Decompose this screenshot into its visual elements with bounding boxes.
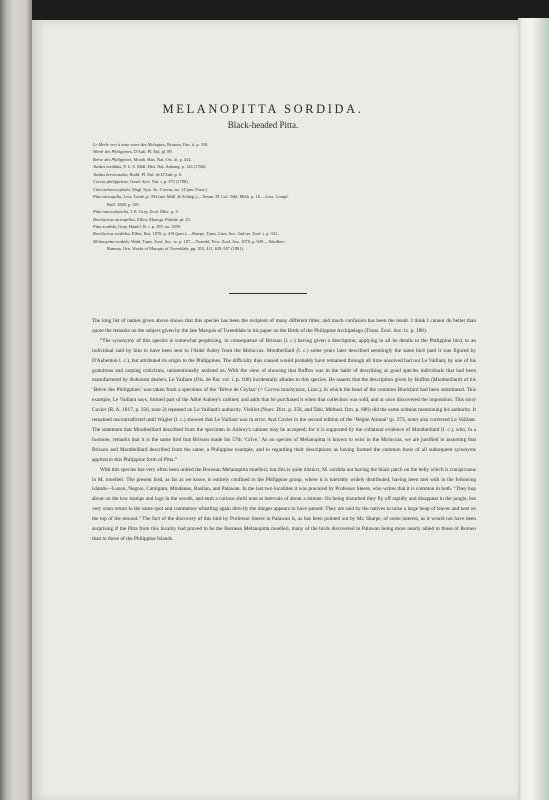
synonym-reference: Wald. Trans. Zool. Soc. ix. p. 187.—Tweedd. Proc. Zool. Soc. 1878, p. 949.—Wardlaw- — [130, 238, 286, 244]
synonym-entry — [93, 216, 473, 223]
section-divider — [229, 293, 307, 294]
synonym-name: Pitta sordida, — [93, 223, 117, 229]
synonym-reference: Elliot, Monogr. Pittidæ, pl. 23. — [137, 216, 191, 222]
synonym-reference: Gmel. Syst. Nat. i. p. 373 (1788). — [130, 179, 189, 185]
synonym-reference: Elliot, Ibis, 1870, p. 419 (part.).—Sharpe, Trans. Linn. Soc. 2nd ser. Zool. i. p. 331. — [131, 231, 279, 237]
synonymy-list — [93, 141, 473, 253]
synonym-reference: Gray, Hand-l. B. i. p. 295, no. 4359. — [118, 223, 182, 229]
synonym-entry — [93, 163, 473, 170]
synonym-name: Citta melanocephala, — [93, 186, 131, 192]
synonym-entry — [93, 171, 473, 178]
body-paragraph: With this species has very often been united the Bornean Melanopitta muelleri; but this is quite distinct, M. sordida not having the black patch on the belly which is conspicuous in M. muelleri. The present bird, as far as we know, is entirely confined to the Philippine group, where it is tolerably widely distributed, having been met with in the following islands—Luzon, Negros, Camiguin, Mindanao, Basilan, and Palawan. In the last two localities it was procured by Professor Steere, who writes that it is common in both. “They hop about on the low stumps and logs in the woods, and emit a curious shrill note at intervals of about a minute. On being disturbed they fly off rapidly and disappear in the jungle, but very soon return to the same spot and commence whistling again directly the danger appears to have passed. They are said by the natives to raise a large heap of leaves and nest on the top of the mound.” The fact of the discovery of this bird by Professor Steere in Palawan is, as has been pointed out by Mr. Sharpe, of some interest, as it would not have been surprising if the Pitta from this locality had proved to be the Bornean Melanopitta muelleri, many of the birds discovered in Palawan being more nearly allied to those of Borneo than to those of the Philippine Islands. — [92, 466, 476, 542]
synonym-entry — [93, 230, 473, 237]
synonym-name: Corvus philippensis, — [93, 179, 130, 185]
page-stack-edge — [518, 18, 549, 800]
synonym-entry — [93, 193, 473, 200]
synonym-entry — [93, 141, 473, 148]
synonym-name: Turdus brevicaudus, — [93, 171, 129, 177]
synonym-reference: Brisson, Orn. ii. p. 318. — [167, 142, 209, 147]
article-body — [92, 317, 476, 545]
synonym-reference: P. L. S. Müll. Hist. Nat. Anhang. p. 143 (1766). — [123, 164, 207, 170]
synonym-reference: Wagl. Syst. Av. Corvus, no. 14 (nec Forst.). — [131, 186, 208, 192]
synonym-name: Brachyurus sordidus, — [93, 231, 131, 237]
synonym-name: Turdus sordidus, — [93, 164, 123, 170]
synonym-name: Pitta macrorhyncha, — [93, 209, 130, 215]
synonym-name: Brève des Philippines, — [93, 156, 133, 162]
synonym-name: Merle des Philippines, — [93, 149, 133, 155]
synonym-entry — [93, 238, 473, 245]
synonym-name: Brachyurus atricapillus, — [93, 216, 136, 222]
page-subtitle: Black-headed Pitta. — [227, 120, 299, 130]
synonym-name: Le Merle vert à teste noire des Moluques, — [93, 142, 166, 147]
body-paragraph: The long list of names given above shows that this species has been the recipient of many different titles; and much confusion has been the result. I think I cannot do better than quote the remarks on the subject given by the late Marquis of Tweeddale in his paper on the Birds of the Philippine Archipelago (Trans. Zool. Soc. ix. p. 188). — [92, 318, 476, 334]
synonym-reference: J. E. Gray, Zool. Misc. p. 3. — [130, 209, 179, 215]
synonym-entry — [93, 178, 473, 185]
synonym-entry — [93, 186, 473, 193]
synonym-entry-continuation — [93, 245, 473, 252]
synonym-entry — [93, 223, 473, 230]
synonym-entry-continuation — [93, 201, 473, 208]
synonym-reference: Less. Traité, p. 394 (nec Müll. & Schleg.).—Temm. Pl. Col. Tabl. Méth. p. 16.—Less. Compl. — [123, 194, 289, 200]
synonym-entry — [93, 148, 473, 155]
body-paragraph: “The synonymy of this species is somewhat perplexing, in consequence of Brisson (l. c.) having given a description, applying in all its details to the Philippine bird, to an individual said by him to have been sent to l'Abbé Aubry from the Moluccas. Montbeillard (l. c.) some years later described seemingly the same bird (and it was figured by D'Aubenton l. c.), but attributed its origin to the Philippines. The difficulty thus caused would probably have remained through all time unsolved had not Le Vaillant, by one of his gratuitous and carping criticisms, unintentionally assisted us. With the view of showing that Buffon was in the habit of describing as good species individuals that had been manufactured by dishonest dealers, Le Vaillant (Ois. de Par. vol. i. p. 106) incidentally alludes to this species. He asserts that the description given by Buffon (Montbeillard) of his ‘Brève des Philippines’ was taken from a specimen of the ‘Brève de Ceylan’ (= Corvus brachyurus, Linn.), in which the head of the common Blackbird had been substituted. This example, Le Vaillant says, formed part of the Abbé Aubrey's cabinet; and adds that he purchased it when that collection was sold, and at once discovered the imposition. This story Cuvier (R. A. 1817, p. 356, note 2) repeated on Le Vaillant's authority. Vieillot (Nouv. Dict. p. 358, and Tabl. Méthod. Orn. p. 686) did the same without mentioning his authority. It remained uncontradicted until Wagler (l. c.) showed that Le Vaillant was in error. And Cuvier in the second edition of the ‘Règne Animal’ (p. 373, note) also corrected Le Vaillant. The statement that Montbeillard described from the specimen in Aubrey's cabinet may be accepted; for it is supported by the collateral evidence of Montbeillard (l. c.), who, in a footnote, remarks that it is the same bird that Brisson made his 57th ‘Grive.’ As no species of Melanopitta is known to exist in the Moluccas, we are justified in assuming that Brisson and Montbeillard described from the same, a Philippine example, and in regarding their descriptions as having formed the common basis of all subsequent synonyms applied to this Philippine form of Pitta.” — [92, 337, 476, 463]
synonym-reference: Ramsay, Orn. Works of Marquis of Tweeddale, pp. 353, 411, 639, 657 (1881). — [107, 246, 245, 252]
synonym-entry — [93, 156, 473, 163]
synonym-name: Melanopitta sordida, — [93, 238, 130, 244]
synonym-reference: Buff. 1849, p. 501. — [107, 201, 141, 207]
synonym-entry — [93, 208, 473, 215]
synonym-reference: Bodd. Pl. Enl. de D'Aub. p. 6. — [129, 171, 183, 177]
synonym-reference: D'Aub. Pl. Enl. pl. 89. — [133, 149, 173, 155]
page-title: MELANOPITTA SORDIDA. — [162, 102, 364, 116]
synonym-reference: Montb. Hist. Nat. Ois. iii. p. 412. — [133, 156, 192, 162]
synonym-name: Pitta atricapilla, — [93, 194, 123, 200]
